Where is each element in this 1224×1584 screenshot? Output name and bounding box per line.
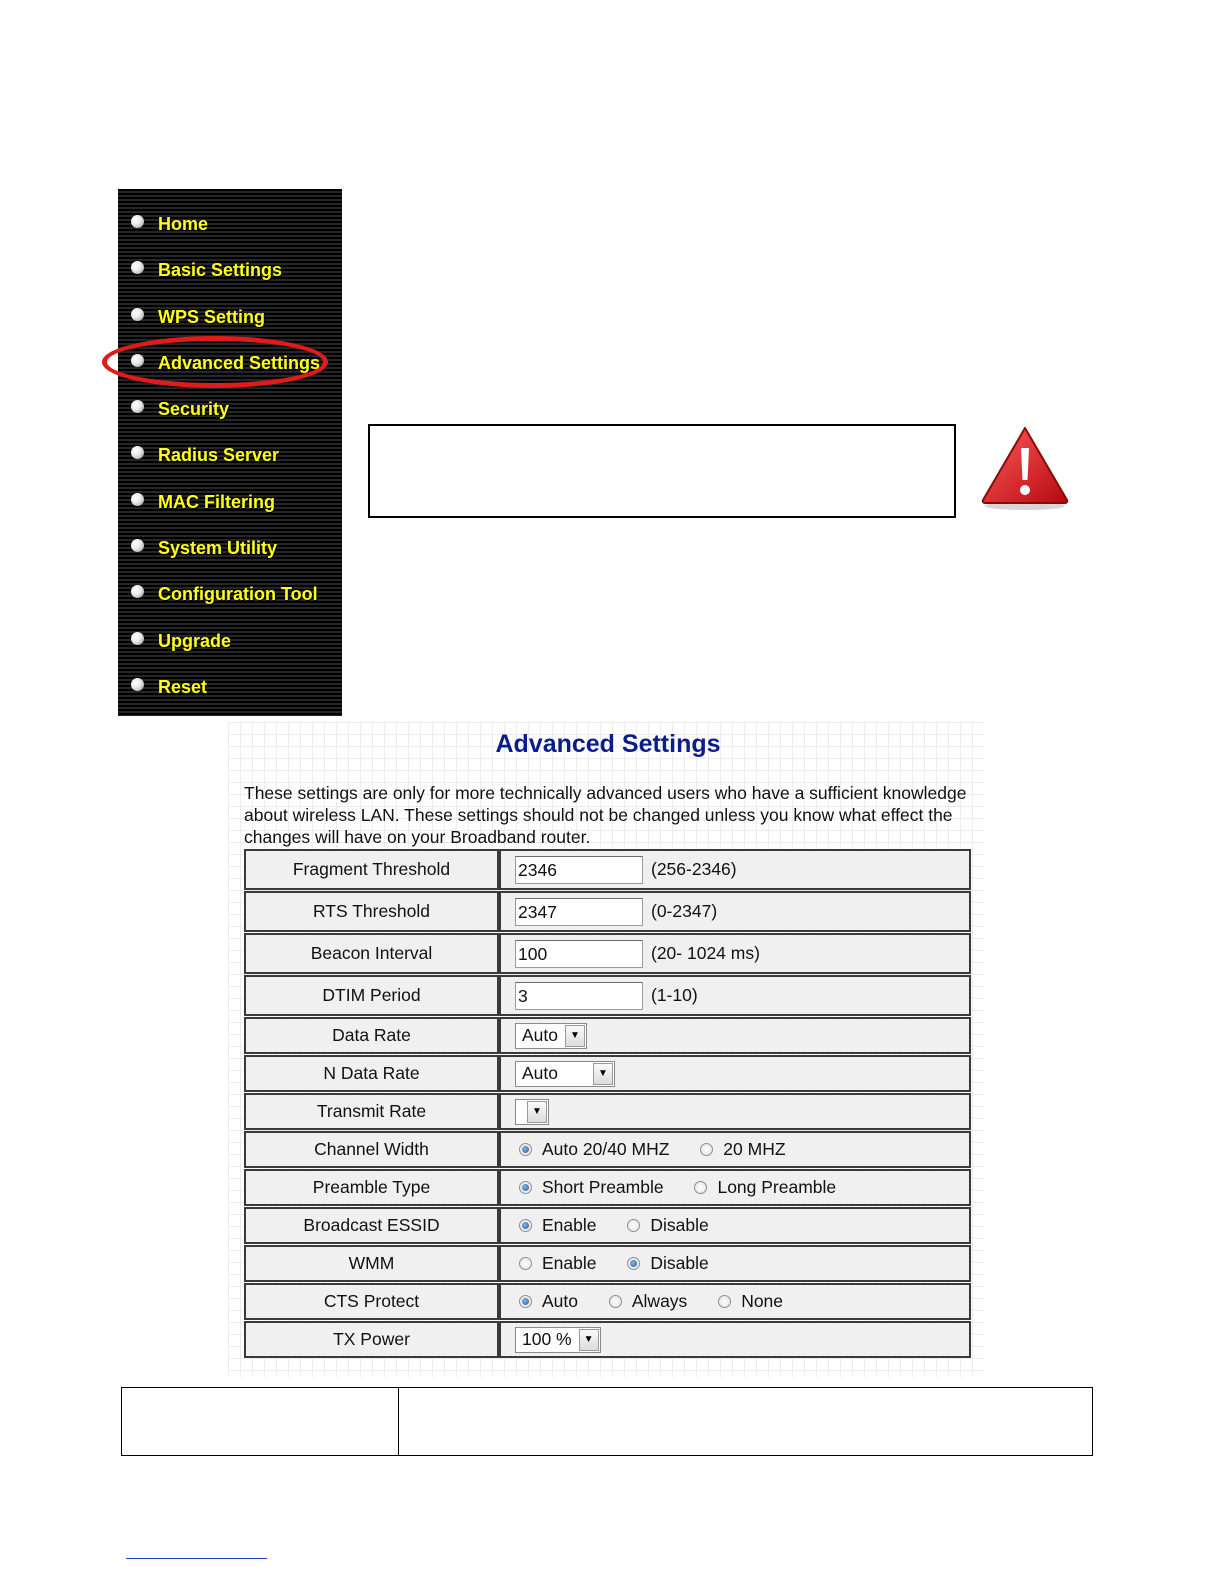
sidebar-item-label: Reset	[158, 676, 208, 697]
sidebar-item-radius-server[interactable]	[118, 432, 342, 478]
bullet-icon	[131, 632, 144, 645]
wmm-enable-radio[interactable]	[519, 1257, 532, 1270]
tx-power-value: 100 %	[522, 1329, 572, 1349]
preamble-option-label: Short Preamble	[542, 1177, 664, 1198]
sidebar-item-label: Security	[158, 399, 230, 420]
data-rate-value: Auto	[522, 1025, 558, 1045]
bullet-icon	[131, 261, 144, 274]
table-row	[244, 1245, 971, 1282]
broadcast-essid-label: Broadcast ESSID	[244, 1207, 499, 1244]
cts-always-radio[interactable]	[609, 1295, 622, 1308]
tx-power-label: TX Power	[244, 1321, 499, 1358]
wmm-label: WMM	[244, 1245, 499, 1282]
dtim-period-range: (1-10)	[651, 985, 698, 1005]
bullet-icon	[131, 493, 144, 506]
rts-threshold-range: (0-2347)	[651, 901, 718, 921]
beacon-interval-input[interactable]: 100	[515, 940, 643, 968]
dropdown-arrow-icon[interactable]: ▼	[527, 1101, 547, 1123]
table-row	[244, 975, 971, 1016]
dtim-period-label: DTIM Period	[244, 975, 499, 1016]
long-preamble-radio[interactable]	[694, 1181, 707, 1194]
settings-table	[244, 848, 971, 1359]
sidebar-menu	[118, 189, 342, 716]
sidebar-item-security[interactable]	[118, 386, 342, 432]
rts-threshold-label: RTS Threshold	[244, 891, 499, 932]
n-data-rate-select[interactable]	[515, 1061, 615, 1087]
channel-width-option-label: Auto 20/40 MHZ	[542, 1139, 670, 1160]
sidebar-item-basic-settings[interactable]	[118, 247, 342, 293]
broadcast-essid-option-label: Disable	[650, 1215, 709, 1236]
sidebar-item-system-utility[interactable]	[118, 525, 342, 571]
table-row	[244, 1093, 971, 1130]
broadcast-essid-option-label: Enable	[542, 1215, 597, 1236]
channel-width-label: Channel Width	[244, 1131, 499, 1168]
fragment-threshold-input[interactable]: 2346	[515, 856, 643, 884]
dropdown-arrow-icon[interactable]: ▼	[579, 1329, 599, 1351]
channel-width-20-radio[interactable]	[700, 1143, 713, 1156]
data-rate-select[interactable]	[515, 1023, 587, 1049]
rts-threshold-input[interactable]: 2347	[515, 898, 643, 926]
sidebar-item-upgrade[interactable]	[118, 618, 342, 664]
preamble-option-label: Long Preamble	[717, 1177, 837, 1198]
bullet-icon	[131, 400, 144, 413]
broadcast-essid-enable-radio[interactable]	[519, 1219, 532, 1232]
bullet-icon	[131, 446, 144, 459]
dtim-period-input[interactable]: 3	[515, 982, 643, 1010]
data-rate-label: Data Rate	[244, 1017, 499, 1054]
bullet-icon	[131, 539, 144, 552]
broadcast-essid-disable-radio[interactable]	[627, 1219, 640, 1232]
preamble-type-label: Preamble Type	[244, 1169, 499, 1206]
table-row	[244, 849, 971, 890]
cts-option-label: Auto	[542, 1291, 578, 1312]
table-row	[244, 1207, 971, 1244]
cts-option-label: Always	[631, 1291, 688, 1312]
transmit-rate-label: Transmit Rate	[244, 1093, 499, 1130]
sidebar-item-mac-filtering[interactable]	[118, 479, 342, 525]
sidebar-item-home[interactable]	[118, 201, 342, 247]
cts-auto-radio[interactable]	[519, 1295, 532, 1308]
sidebar-item-wps-setting[interactable]	[118, 294, 342, 340]
table-row	[244, 1131, 971, 1168]
sidebar-item-configuration-tool[interactable]	[118, 571, 342, 617]
n-data-rate-label: N Data Rate	[244, 1055, 499, 1092]
sidebar-item-label: System Utility	[158, 538, 278, 559]
dropdown-arrow-icon[interactable]: ▼	[593, 1063, 613, 1085]
wmm-disable-radio[interactable]	[627, 1257, 640, 1270]
sidebar-item-reset[interactable]	[118, 664, 342, 710]
channel-width-auto-radio[interactable]	[519, 1143, 532, 1156]
warning-icon	[978, 424, 1072, 514]
sidebar-item-label: WPS Setting	[158, 306, 265, 327]
description-table	[121, 1387, 1093, 1456]
bullet-icon	[131, 585, 144, 598]
sidebar-item-label: Configuration Tool	[158, 584, 318, 605]
table-row	[244, 1169, 971, 1206]
note-box	[368, 424, 956, 518]
table-row	[244, 891, 971, 932]
n-data-rate-value: Auto	[522, 1063, 558, 1083]
transmit-rate-select[interactable]	[515, 1099, 549, 1125]
page-title: Advanced Settings	[495, 730, 721, 758]
beacon-interval-label: Beacon Interval	[244, 933, 499, 974]
table-row	[244, 1283, 971, 1320]
table-row	[244, 1017, 971, 1054]
sidebar-item-label: Advanced Settings	[158, 352, 321, 373]
advanced-settings-panel	[228, 722, 984, 1377]
sidebar-item-label: Home	[158, 214, 209, 234]
fragment-threshold-label: Fragment Threshold	[244, 849, 499, 890]
tx-power-select[interactable]	[515, 1327, 601, 1353]
sidebar-item-advanced-settings[interactable]	[118, 340, 342, 386]
sidebar-item-label: Upgrade	[158, 630, 232, 651]
channel-width-option-label: 20 MHZ	[723, 1139, 786, 1160]
cts-protect-label: CTS Protect	[244, 1283, 499, 1320]
wmm-option-label: Enable	[542, 1253, 597, 1274]
page-description: These settings are only for more technically advanced users who have a sufficient knowledge about wireless LAN. These settings should not be changed unless you know what effect the changes will have on your Broadband router.	[244, 783, 967, 847]
bullet-icon	[131, 215, 144, 228]
dropdown-arrow-icon[interactable]: ▼	[565, 1025, 585, 1047]
bullet-icon	[131, 678, 144, 691]
cts-option-label: None	[741, 1291, 784, 1312]
sidebar-item-label: Radius Server	[158, 445, 280, 466]
bullet-icon	[131, 354, 144, 367]
wmm-option-label: Disable	[650, 1253, 709, 1274]
footnote-separator	[126, 1558, 267, 1559]
fragment-threshold-range: (256-2346)	[651, 859, 737, 879]
sidebar-item-label: Basic Settings	[158, 260, 283, 281]
short-preamble-radio[interactable]	[519, 1181, 532, 1194]
bullet-icon	[131, 308, 144, 321]
table-cell	[122, 1388, 399, 1455]
table-row	[244, 933, 971, 974]
table-row	[244, 1055, 971, 1092]
table-row	[244, 1321, 971, 1358]
cts-none-radio[interactable]	[718, 1295, 731, 1308]
beacon-interval-range: (20- 1024 ms)	[651, 943, 760, 963]
sidebar-item-label: MAC Filtering	[158, 491, 275, 512]
